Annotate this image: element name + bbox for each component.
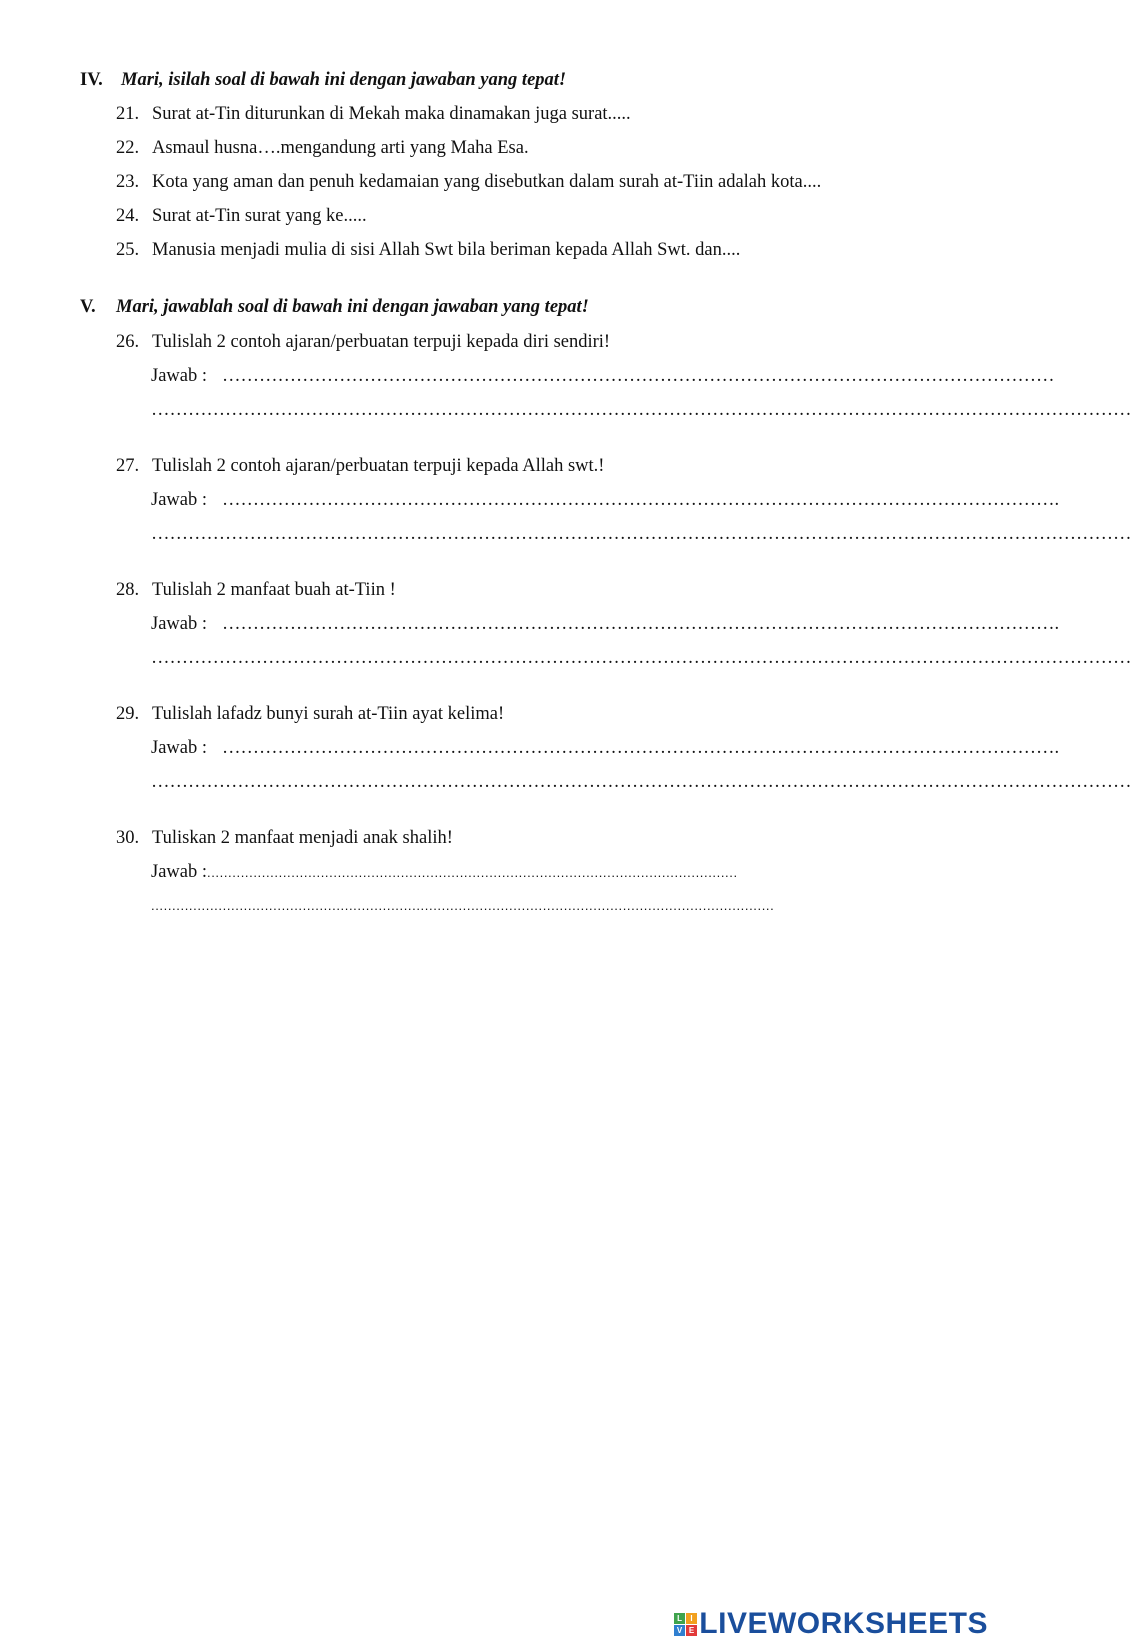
section-5-instruction: Mari, jawablah soal di bawah ini dengan jawaban yang tepat! — [116, 297, 589, 317]
answer-dots: ……………………………………………………………………………………………………………………… — [222, 366, 1055, 386]
answer-line-29[interactable] — [151, 738, 1059, 759]
question-text: Surat at-Tin surat yang ke..... — [152, 206, 367, 226]
answer-continuation-30[interactable]: .................................................................................................................................................... — [151, 898, 775, 913]
answer-label: Jawab : — [151, 614, 207, 634]
logo-mark-tile: I — [686, 1613, 697, 1624]
question-text: Tuliskan 2 manfaat menjadi anak shalih! — [152, 828, 453, 848]
answer-label: Jawab : — [151, 490, 207, 510]
question-text: Kota yang aman dan penuh kedamaian yang disebutkan dalam surah at-Tiin adalah kota.... — [152, 172, 822, 192]
section-5-heading — [80, 297, 589, 318]
answer-dots: ………………………………………………………………………………………………………………………. — [222, 738, 1060, 758]
question-text: Tulislah 2 contoh ajaran/perbuatan terpuji kepada Allah swt.! — [152, 456, 605, 476]
question-number: 24. — [116, 206, 140, 226]
question-number: 28. — [116, 580, 140, 600]
logo-mark-tile: L — [674, 1613, 685, 1624]
question-text: Tulislah 2 manfaat buah at-Tiin ! — [152, 580, 396, 600]
logo-mark-tile: E — [686, 1625, 697, 1636]
question-number: 26. — [116, 332, 140, 352]
answer-line-27[interactable] — [151, 490, 1059, 511]
question-number: 30. — [116, 828, 140, 848]
answer-continuation-27[interactable]: …………………………………………………………………………………………………………………………………………… — [151, 524, 1132, 544]
answer-label: Jawab : — [151, 738, 207, 758]
answer-continuation-28[interactable]: …………………………………………………………………………………………………………………………………………… — [151, 648, 1132, 668]
answer-dots: ………………………………………………………………………………………………………………………. — [222, 614, 1060, 634]
logo-text: LIVEWORKSHEETS — [699, 1607, 988, 1640]
answer-continuation-26[interactable]: …………………………………………………………………………………………………………………………………………… — [151, 400, 1132, 420]
answer-label: Jawab : — [151, 862, 207, 882]
question-number: 22. — [116, 138, 140, 158]
answer-dots: .............................................................................................................................. — [207, 865, 738, 880]
section-4-heading — [80, 70, 566, 91]
logo-mark-icon — [674, 1613, 697, 1636]
answer-continuation-29[interactable]: …………………………………………………………………………………………………………………………………………… — [151, 772, 1132, 792]
question-number: 25. — [116, 240, 140, 260]
answer-dots: ………………………………………………………………………………………………………………………. — [222, 490, 1060, 510]
answer-label: Jawab : — [151, 366, 207, 386]
answer-line-26[interactable] — [151, 366, 1055, 387]
question-number: 29. — [116, 704, 140, 724]
section-4-instruction: Mari, isilah soal di bawah ini dengan jawaban yang tepat! — [121, 70, 567, 90]
answer-line-30[interactable] — [151, 862, 738, 883]
logo-mark-tile: V — [674, 1625, 685, 1636]
question-text: Surat at-Tin diturunkan di Mekah maka dinamakan juga surat..... — [152, 104, 631, 124]
question-text: Manusia menjadi mulia di sisi Allah Swt bila beriman kepada Allah Swt. dan.... — [152, 240, 741, 260]
question-text: Tulislah 2 contoh ajaran/perbuatan terpuji kepada diri sendiri! — [152, 332, 611, 352]
question-number: 23. — [116, 172, 140, 192]
section-5-numeral: V. — [80, 297, 96, 317]
question-number: 21. — [116, 104, 140, 124]
liveworksheets-logo — [674, 1607, 988, 1641]
answer-line-28[interactable] — [151, 614, 1059, 635]
section-4-numeral: IV. — [80, 70, 103, 90]
question-number: 27. — [116, 456, 140, 476]
question-text: Asmaul husna….mengandung arti yang Maha Esa. — [152, 138, 529, 158]
question-text: Tulislah lafadz bunyi surah at-Tiin ayat kelima! — [152, 704, 505, 724]
